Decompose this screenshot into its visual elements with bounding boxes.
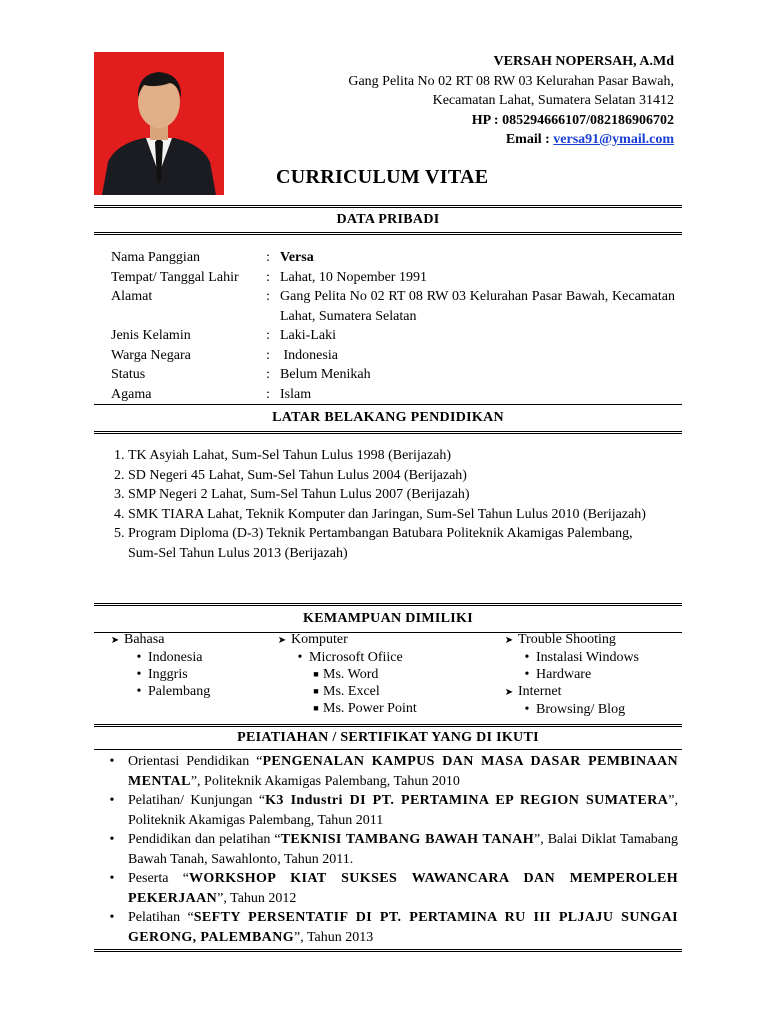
divider — [94, 431, 682, 434]
email-line — [348, 130, 674, 150]
certificate-prefix: Pelatihan/ Kunjungan “ — [128, 793, 266, 808]
candidate-name: VERSAH NOPERSAH, A.Md — [493, 54, 674, 69]
arrow-bullet-icon: ➤ — [504, 687, 514, 698]
field-value: Gang Pelita No 02 RT 08 RW 03 Kelurahan Pasar Bawah, Kecamatan Lahat, Sumatera Selatan — [280, 289, 675, 324]
bullet-icon: • — [109, 910, 115, 925]
email-link[interactable]: versa91@ymail.com — [553, 132, 674, 147]
list-item — [96, 791, 678, 830]
personal-row: Agama : Islam — [111, 385, 675, 405]
field-value: Versa — [280, 250, 314, 265]
divider — [94, 749, 682, 750]
field-value: Islam — [280, 386, 312, 402]
bullet-icon: • — [109, 754, 115, 769]
certificate-prefix: Orientasi Pendidikan “ — [128, 754, 263, 769]
personal-row: Alamat : Gang Pelita No 02 RT 08 RW 03 Kelurahan Pasar Bawah, Kecamatan Lahat, Sumatera Selatan — [111, 287, 675, 326]
email-label: Email : — [505, 132, 554, 147]
field-value: Indonesia — [280, 347, 338, 363]
list-item — [96, 908, 678, 947]
bullet-icon: • — [136, 684, 142, 699]
skill-item: Ms. Word — [323, 667, 379, 682]
list-item: 4. SMK TIARA Lahat, Teknik Komputer dan Jaringan, Sum-Sel Tahun Lulus 2010 (Berijazah) — [128, 505, 654, 525]
bullet-icon: • — [109, 871, 115, 886]
skill-category: Internet — [518, 684, 562, 699]
arrow-bullet-icon: ➤ — [277, 635, 287, 646]
field-value: Laki-Laki — [280, 328, 336, 343]
section-header-education — [94, 404, 682, 434]
certificate-details: ”, Balai Diklat Tamabang Bawah Tanah, Sawahlonto, Tahun 2011. — [128, 832, 679, 867]
address-line-1: Gang Pelita No 02 RT 08 RW 03 Kelurahan Pasar Bawah, — [348, 73, 674, 89]
skill-item: Ms. Excel — [323, 684, 380, 699]
certificate-prefix: Peserta “ — [128, 871, 190, 886]
arrow-bullet-icon: ➤ — [504, 635, 514, 646]
divider — [94, 724, 682, 727]
divider — [94, 404, 682, 405]
education-list — [94, 446, 654, 563]
bullet-icon: • — [524, 650, 530, 665]
skill-item: Palembang — [148, 684, 211, 699]
skill-subcategory: Microsoft Ofiice — [309, 650, 403, 665]
skill-category: Bahasa — [124, 632, 165, 647]
skill-category: Trouble Shooting — [518, 632, 616, 647]
section-title-personal: DATA PRIBADI — [336, 212, 440, 227]
personal-row: Status : Belum Menikah — [111, 365, 675, 385]
field-label: Alamat — [111, 289, 153, 304]
field-label: Nama Panggian — [111, 250, 201, 265]
skill-item: Inggris — [148, 667, 188, 682]
skills-grid — [94, 631, 682, 718]
arrow-bullet-icon: ➤ — [110, 635, 120, 646]
certificate-list — [96, 752, 678, 947]
phone-number: HP : 085294666107/082186906702 — [471, 112, 674, 128]
section-title-certificates: PEIATIAHAN / SERTIFIKAT YANG DI IKUTI — [237, 730, 539, 745]
skills-column-language — [94, 631, 273, 718]
field-label: Agama — [111, 386, 152, 402]
bullet-icon: • — [109, 793, 115, 808]
bullet-icon: • — [297, 650, 303, 665]
skills-column-computer — [273, 631, 500, 718]
section-header-skills — [94, 603, 682, 633]
field-label: Jenis Kelamin — [111, 328, 191, 343]
certificate-details: ”, Tahun 2012 — [217, 890, 297, 906]
list-item — [96, 830, 678, 869]
personal-row: Warga Negara : Indonesia — [111, 346, 675, 366]
certificate-title: TEKNISI TAMBANG BAWAH TANAH — [280, 832, 535, 847]
square-bullet-icon: ■ — [313, 703, 319, 713]
certificate-title: PENGENALAN KAMPUS DAN MASA DASAR PEMBINAAN MENTAL — [128, 754, 678, 789]
field-value: Lahat, 10 Nopember 1991 — [280, 269, 427, 285]
divider — [94, 949, 682, 952]
divider — [94, 205, 682, 208]
certificate-prefix: Pendidikan dan pelatihan “ — [128, 832, 281, 847]
skill-item: Ms. Power Point — [323, 701, 417, 716]
list-item: 2. SD Negeri 45 Lahat, Sum-Sel Tahun Lulus 2004 (Berijazah) — [128, 466, 654, 486]
skills-column-troubleshooting — [500, 631, 682, 718]
bullet-icon: • — [136, 667, 142, 682]
certificate-title: WORKSHOP KIAT SUKSES WAWANCARA DAN MEMPEROLEH PEKERJAAN — [128, 871, 678, 906]
divider — [94, 603, 682, 606]
skill-category: Komputer — [291, 632, 348, 647]
square-bullet-icon: ■ — [313, 686, 319, 696]
field-value: Belum Menikah — [280, 367, 371, 382]
divider — [94, 232, 682, 235]
field-label: Status — [111, 367, 146, 382]
field-label: Tempat/ Tanggal Lahir — [111, 269, 239, 285]
certificate-prefix: Pelatihan “ — [128, 910, 194, 925]
list-item — [96, 752, 678, 791]
certificate-title: SEFTY PERSENTATIF DI PT. PERTAMINA RU III PLJAJU SUNGAI GERONG, PALEMBANG — [128, 910, 678, 945]
skill-item: Indonesia — [148, 650, 203, 665]
personal-row: Nama Panggian : Versa — [111, 248, 675, 268]
document-title: CURRICULUM VITAE — [276, 166, 489, 188]
profile-photo — [94, 52, 224, 195]
section-header-personal — [94, 205, 682, 235]
bullet-icon: • — [524, 702, 530, 717]
contact-block — [348, 52, 674, 150]
list-item: 3. SMP Negeri 2 Lahat, Sum-Sel Tahun Lulus 2007 (Berijazah) — [128, 485, 654, 505]
certificate-details: ”, Politeknik Akamigas Palembang, Tahun 2010 — [190, 773, 460, 789]
certificate-title: K3 Industri DI PT. PERTAMINA EP REGION SUMATERA — [265, 793, 669, 808]
field-label: Warga Negara — [111, 347, 191, 363]
bullet-icon: • — [109, 832, 115, 847]
square-bullet-icon: ■ — [313, 669, 319, 679]
section-title-skills: KEMAMPUAN DIMILIKI — [303, 611, 473, 626]
section-title-education: LATAR BELAKANG PENDIDIKAN — [272, 410, 504, 425]
skill-item: Hardware — [536, 667, 592, 682]
section-header-certificates — [94, 724, 682, 750]
address-line-2: Kecamatan Lahat, Sumatera Selatan 31412 — [432, 93, 674, 108]
personal-row: Jenis Kelamin : Laki-Laki — [111, 326, 675, 346]
personal-row: Tempat/ Tanggal Lahir : Lahat, 10 Nopember 1991 — [111, 268, 675, 288]
personal-data-list — [111, 248, 675, 404]
list-item — [96, 869, 678, 908]
certificate-details: ”, Tahun 2013 — [294, 929, 374, 945]
certificate-details: ”, Politeknik Akamigas Palembang, Tahun 2011 — [128, 793, 678, 828]
skill-item: Browsing/ Blog — [536, 702, 626, 717]
list-item: 1. TK Asyiah Lahat, Sum-Sel Tahun Lulus 1998 (Berijazah) — [128, 446, 654, 466]
skill-item: Instalasi Windows — [536, 650, 640, 665]
person-portrait-icon — [94, 52, 224, 195]
bullet-icon: • — [136, 650, 142, 665]
list-item: 5. Program Diploma (D-3) Teknik Pertambangan Batubara Politeknik Akamigas Palembang, Sum-Sel Tahun Lulus 2013 (Berijazah) — [128, 524, 654, 563]
bullet-icon: • — [524, 667, 530, 682]
